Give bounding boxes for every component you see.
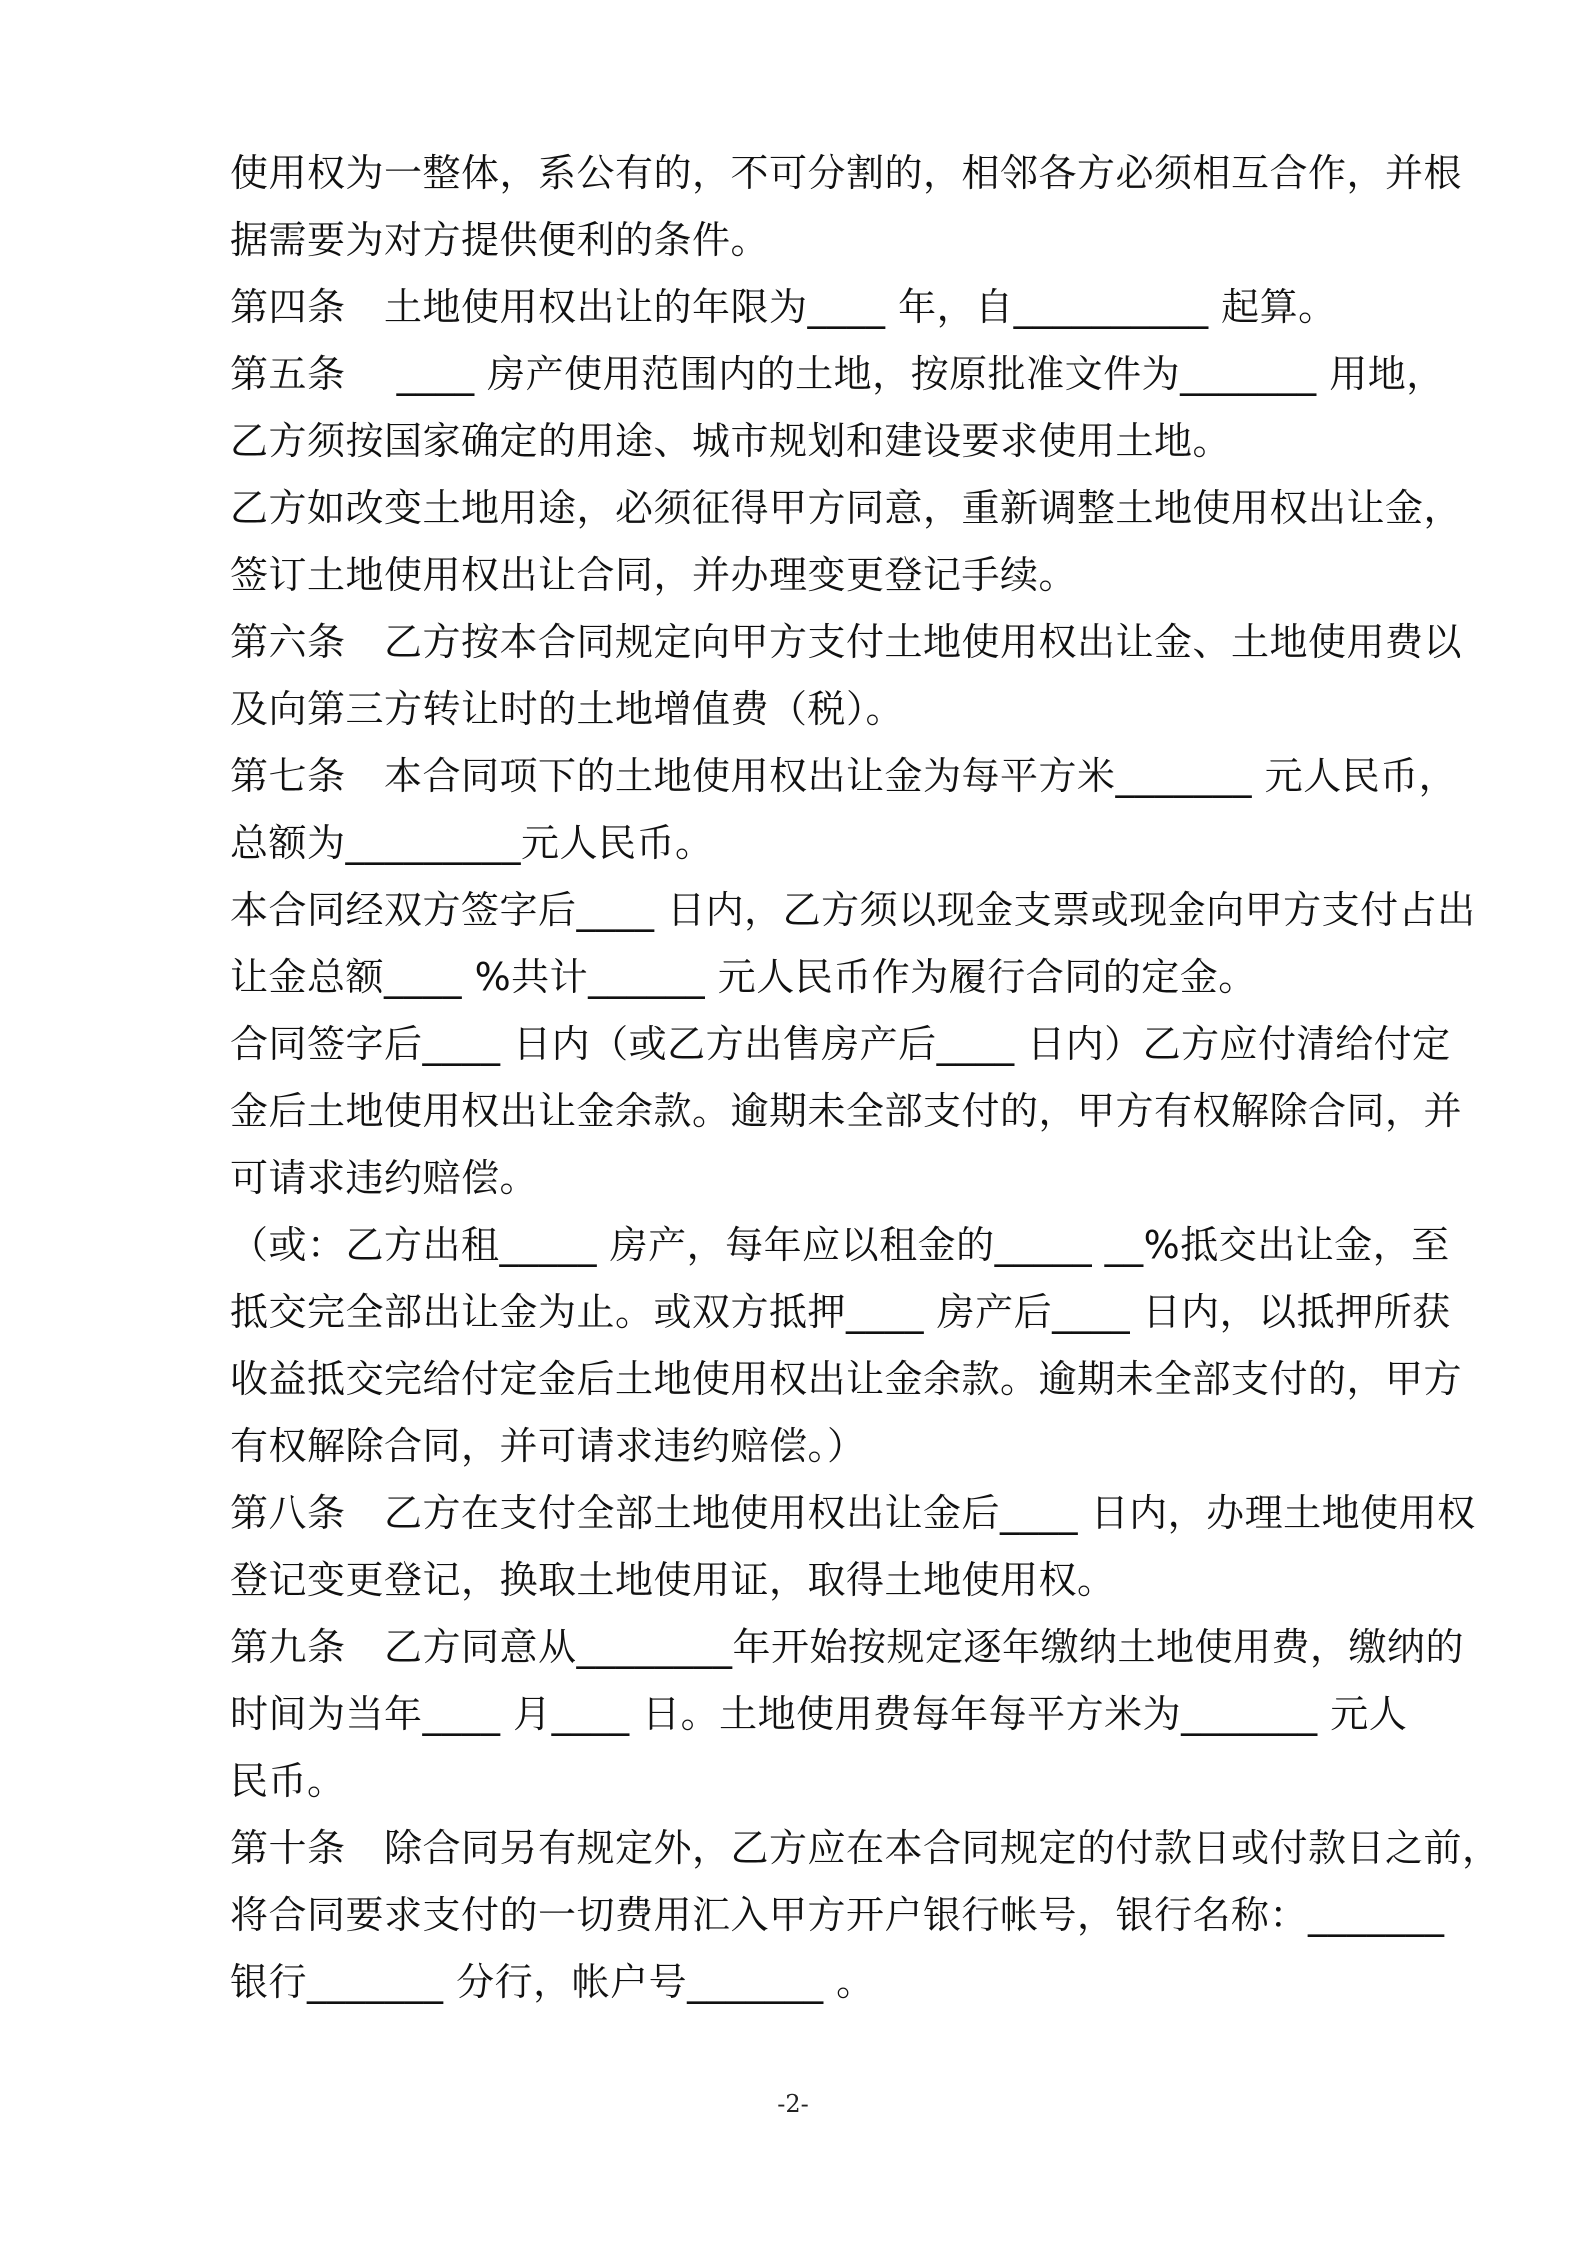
text-line: 据需要为对方提供便利的条件。 xyxy=(230,218,770,262)
text-line: 有权解除合同，并可请求违约赔偿。） xyxy=(230,1424,866,1468)
article-5-line: 第五条 ____ 房产使用范围内的土地，按原批准文件为_______ 用地， xyxy=(230,352,1445,396)
text-line: （或：乙方出租_____ 房产，每年应以租金的_____ __%抵交出让金，至 xyxy=(230,1223,1450,1267)
text-line: 合同签字后____ 日内（或乙方出售房产后____ 日内）乙方应付清给付定 xyxy=(230,1022,1451,1066)
page-number: -2- xyxy=(777,2090,809,2118)
text-line: 收益抵交完给付定金后土地使用权出让金余款。逾期未全部支付的，甲方 xyxy=(230,1357,1463,1401)
text-line: 银行_______ 分行，帐户号_______ 。 xyxy=(230,1960,875,2004)
contract-body xyxy=(230,140,1501,2016)
text-line: 及向第三方转让时的土地增值费（税）。 xyxy=(230,687,905,731)
text-line: 签订土地使用权出让合同，并办理变更登记手续。 xyxy=(230,553,1078,597)
text-line: 总额为_________元人民币。 xyxy=(230,821,714,865)
article-6-line: 第六条 乙方按本合同规定向甲方支付土地使用权出让金、土地使用费以 xyxy=(230,620,1463,664)
text-line: 登记变更登记，换取土地使用证，取得土地使用权。 xyxy=(230,1558,1116,1602)
article-7-line: 第七条 本合同项下的土地使用权出让金为每平方米_______ 元人民币， xyxy=(230,754,1458,798)
article-9-line: 第九条 乙方同意从________年开始按规定逐年缴纳土地使用费，缴纳的 xyxy=(230,1625,1465,1669)
text-line: 可请求违约赔偿。 xyxy=(230,1156,539,1200)
text-line: 乙方须按国家确定的用途、城市规划和建设要求使用土地。 xyxy=(230,419,1232,463)
article-10-line: 第十条 除合同另有规定外，乙方应在本合同规定的付款日或付款日之前， xyxy=(230,1826,1501,1870)
text-line: 乙方如改变土地用途，必须征得甲方同意，重新调整土地使用权出让金， xyxy=(230,486,1463,530)
text-line: 让金总额____ %共计______ 元人民币作为履行合同的定金。 xyxy=(230,955,1257,999)
article-4-line: 第四条 土地使用权出让的年限为____ 年，自__________ 起算。 xyxy=(230,285,1337,329)
text-line: 本合同经双方签字后____ 日内，乙方须以现金支票或现金向甲方支付占出 xyxy=(230,888,1476,932)
text-line: 时间为当年____ 月____ 日。土地使用费每年每平方米为_______ 元人 xyxy=(230,1692,1408,1736)
text-line: 民币。 xyxy=(230,1759,346,1803)
text-line: 使用权为一整体，系公有的，不可分割的，相邻各方必须相互合作，并根 xyxy=(230,151,1463,195)
text-line: 抵交完全部出让金为止。或双方抵押____ 房产后____ 日内，以抵押所获 xyxy=(230,1290,1451,1334)
text-line: 金后土地使用权出让金余款。逾期未全部支付的，甲方有权解除合同，并 xyxy=(230,1089,1463,1133)
text-line: 将合同要求支付的一切费用汇入甲方开户银行帐号，银行名称：_______ xyxy=(230,1893,1445,1937)
article-8-line: 第八条 乙方在支付全部土地使用权出让金后____ 日内，办理土地使用权 xyxy=(230,1491,1476,1535)
